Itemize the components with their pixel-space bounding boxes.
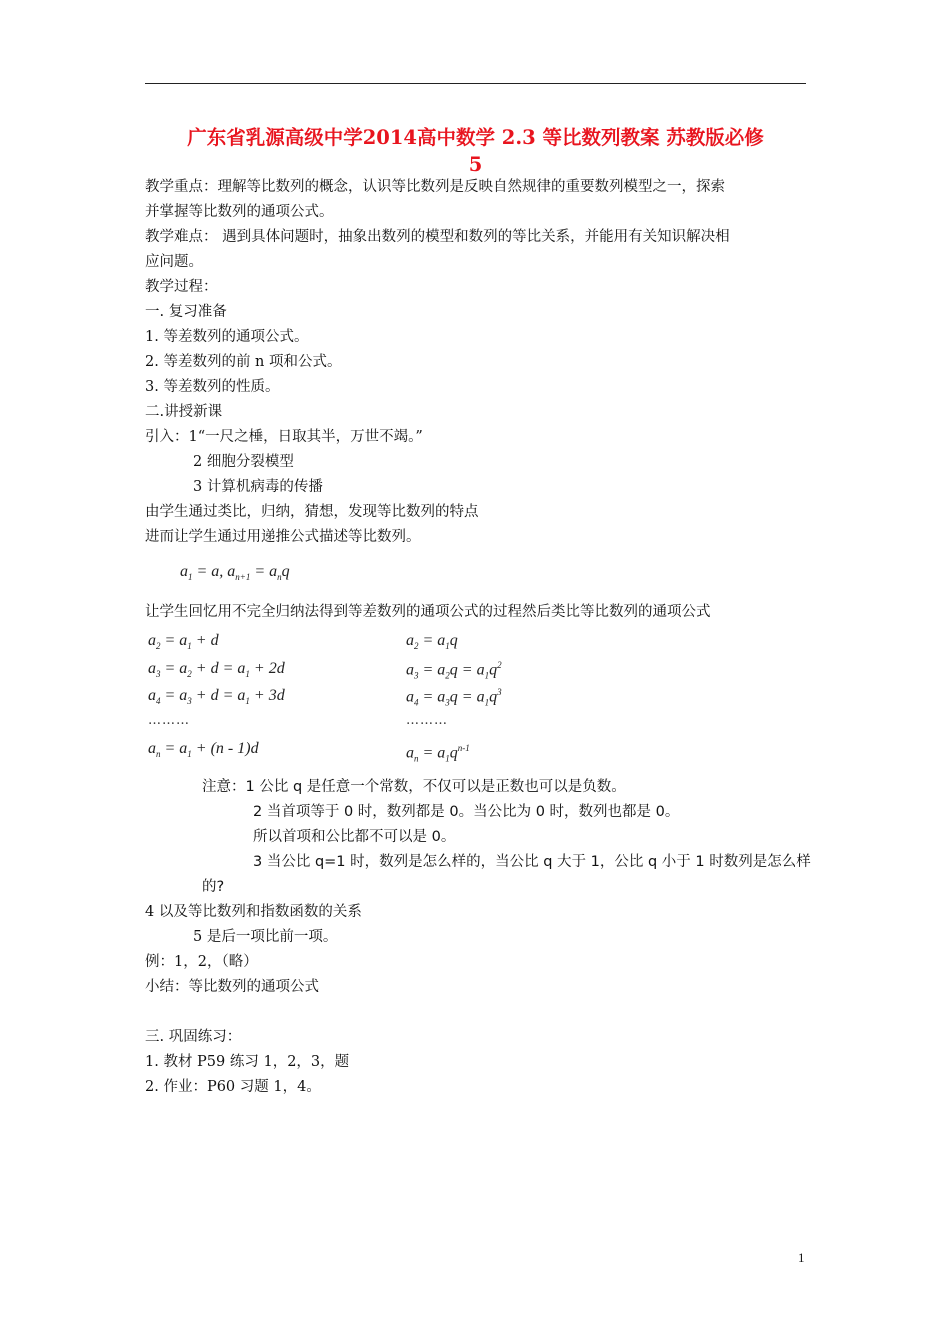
arith-formula-an: $a_n = a_1 + (n - 1)d$ (148, 740, 259, 760)
practice-item-1: 1. 教材 P59 练习 1，2，3，题 (145, 1054, 350, 1070)
geo-formula-a4: $a_4 = a_3q = a_1q^3$ (406, 687, 502, 708)
recursion-line: 进而让学生通过用递推公式描述等比数列。 (145, 529, 421, 545)
ratio-line: 5 是后一项比前一项。 (193, 929, 338, 945)
note-line-5: 的? (202, 879, 225, 895)
process-heading: 教学过程： (145, 279, 218, 295)
section-new-lesson: 二.讲授新课 (145, 404, 223, 420)
summary-line: 小结：等比数列的通项公式 (145, 979, 319, 995)
note-line-2: 2 当首项等于 0 时，数列都是 0。当公比为 0 时，数列也都是 0。 (253, 804, 680, 820)
difficulty-line-1: 教学难点： 遇到具体问题时，抽象出数列的模型和数列的等比关系，并能用有关知识解决相 (145, 229, 730, 245)
intro-item-2: 2 细胞分裂模型 (193, 454, 294, 470)
geo-formula-a2: $a_2 = a_1q$ (406, 632, 458, 652)
note-line-1: 注意：1 公比 q 是任意一个常数，不仅可以是正数也可以是负数。 (202, 779, 626, 795)
key-points-line-1: 教学重点：理解等比数列的概念，认识等比数列是反映自然规律的重要数列模型之一，探索 (145, 179, 725, 195)
intro-item-1: 引入：1“一尺之棰，日取其半，万世不竭。” (145, 429, 423, 445)
geo-dots: ……… (406, 713, 448, 728)
review-item-1: 1. 等差数列的通项公式。 (145, 329, 309, 345)
title-line-1: 广东省乳源高级中学2014高中数学 2.3 等比数列教案 苏教版必修 (187, 126, 764, 149)
key-points-line-2: 并掌握等比数列的通项公式。 (145, 204, 334, 220)
section-practice: 三. 巩固练习： (145, 1029, 242, 1045)
title-line-2: 5 (468, 153, 483, 176)
analogy-line: 由学生通过类比，归纳，猜想，发现等比数列的特点 (145, 504, 479, 520)
practice-item-2: 2. 作业：P60 习题 1，4。 (145, 1079, 321, 1095)
geo-formula-an: $a_n = a_1q^{n-1}$ (406, 743, 470, 764)
arith-dots: ……… (148, 713, 190, 728)
review-item-2: 2. 等差数列的前 n 项和公式。 (145, 354, 342, 370)
note-line-3: 所以首项和公比都不可以是 0。 (253, 829, 456, 845)
arith-formula-a4: $a_4 = a_3 + d = a_1 + 3d$ (148, 687, 285, 707)
header-rule (145, 83, 806, 84)
arith-formula-a3: $a_3 = a_2 + d = a_1 + 2d$ (148, 660, 285, 680)
page-number: 1 (798, 1250, 805, 1265)
geo-formula-a3: $a_3 = a_2q = a_1q^2$ (406, 660, 502, 681)
example-line: 例：1，2，（略） (145, 954, 258, 970)
arith-formula-a2: $a_2 = a_1 + d$ (148, 632, 219, 652)
note-line-4: 3 当公比 q=1 时，数列是怎么样的，当公比 q 大于 1，公比 q 小于 1 时数列是怎么样 (253, 854, 811, 870)
relation-line: 4 以及等比数列和指数函数的关系 (145, 904, 362, 920)
intro-item-3: 3 计算机病毒的传播 (193, 479, 323, 495)
section-review: 一. 复习准备 (145, 304, 227, 320)
recursive-formula: $a_1 = a$, $a_{n+1} = a_nq$ (180, 563, 290, 583)
difficulty-line-2: 应问题。 (145, 254, 203, 270)
review-item-3: 3. 等差数列的性质。 (145, 379, 280, 395)
recall-line: 让学生回忆用不完全归纳法得到等差数列的通项公式的过程然后类比等比数列的通项公式 (145, 604, 711, 620)
document-title (145, 124, 806, 178)
